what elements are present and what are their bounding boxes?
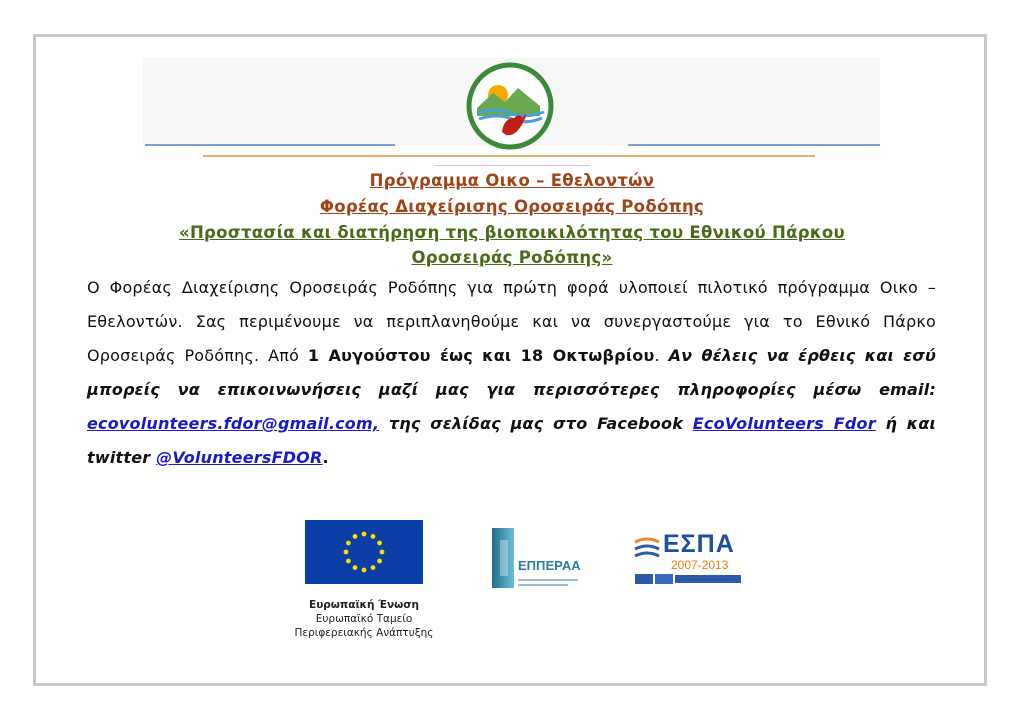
header-line-thin [435, 165, 590, 166]
paragraph-twitter-text: ή και twitter [87, 414, 936, 467]
espa-logo [633, 530, 745, 590]
eu-caption-line3: Περιφερειακής Ανάπτυξης [294, 627, 434, 639]
rhodope-park-logo [460, 60, 560, 152]
paragraph-contact-text: Αν θέλεις να έρθεις και εσύ μπορείς να επικοινωνήσεις μαζί μας για περισσότερες πληροφορίες μέσω email: [87, 346, 936, 399]
title-program: Πρόγραμμα Οικο – Εθελοντών [369, 171, 655, 190]
eu-caption-line2: Ευρωπαϊκό Ταμείο [315, 613, 413, 625]
header-line-left-blue [145, 144, 395, 146]
title-organization: Φορέας Διαχείρισης Οροσειράς Ροδόπης [319, 197, 705, 216]
espa-years: 2007-2013 [671, 558, 729, 572]
eu-caption-line1: Ευρωπαϊκή Ένωση [309, 599, 419, 611]
facebook-link[interactable]: EcoVolunteers Fdor [692, 414, 876, 433]
header-line-right-blue [628, 144, 880, 146]
eu-stars-icon [305, 520, 423, 584]
header-line-orange [203, 155, 815, 157]
espa-label: ΕΣΠΑ [663, 530, 735, 558]
paragraph-sep: . [654, 346, 669, 365]
title-project-line1: «Προστασία και διατήρηση της βιοποικιλότητας του Εθνικού Πάρκου [178, 223, 846, 242]
email-link[interactable]: ecovolunteers.fdor@gmail.com, [87, 414, 380, 433]
eu-caption [284, 598, 444, 640]
paragraph-facebook-text: της σελίδας μας στο Facebook [379, 414, 693, 433]
paragraph-dates: 1 Αυγούστου έως και 18 Οκτωβρίου [307, 346, 655, 365]
announcement-paragraph [87, 271, 936, 475]
title-project-line2: Οροσειράς Ροδόπης» [411, 248, 613, 267]
twitter-link[interactable]: @VolunteersFDOR [156, 448, 323, 467]
epperaa-logo [490, 526, 590, 592]
paragraph-intro: Ο Φορέας Διαχείρισης Οροσειράς Ροδόπης για πρώτη φορά υλοποιεί πιλοτικό πρόγραμμα Οικο – Εθελοντών. Σας περιμένουμε να περιπλανηθούμε και να συνεργαστούμε για το Εθνικό Πάρκο Οροσειράς Ροδόπης. Από [87, 278, 936, 365]
paragraph-end: . [322, 448, 329, 467]
eu-flag-logo [305, 520, 423, 584]
epperaa-label: ΕΠΠΕΡΑΑ [518, 558, 581, 573]
